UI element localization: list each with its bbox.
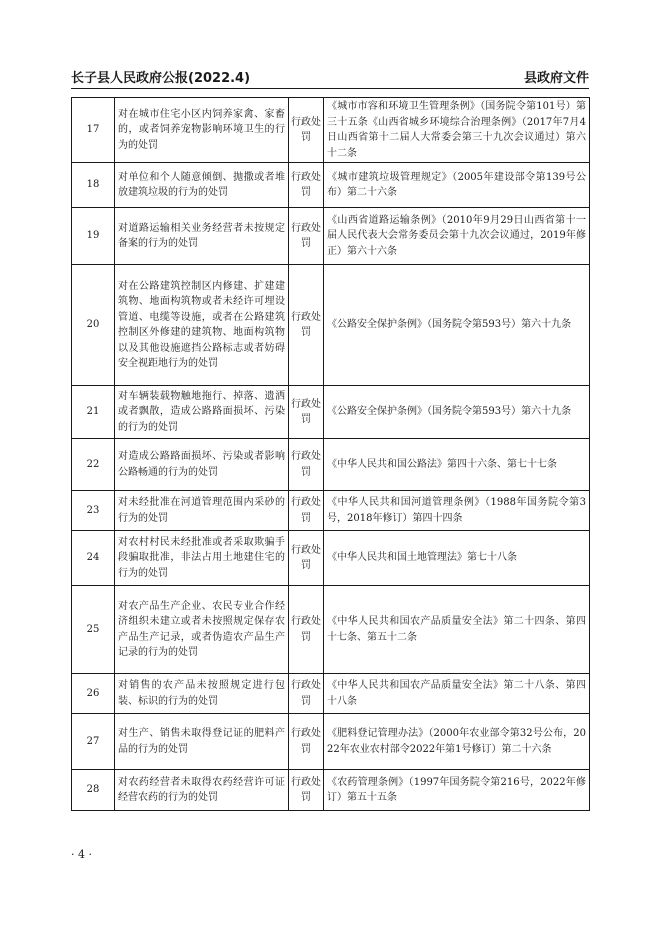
row-type: 行政处罚: [289, 491, 324, 531]
row-number: 28: [72, 770, 115, 811]
table-row: [72, 386, 590, 439]
row-item: 对造成公路路面损坏、污染或者影响公路畅通的行为的处罚: [115, 439, 289, 491]
row-number: 24: [72, 531, 115, 586]
row-type: 行政处罚: [289, 208, 324, 265]
row-item: 对在城市住宅小区内饲养家禽、家畜的，或者饲养宠物影响环境卫生的行为的处罚: [115, 98, 289, 163]
section-title: 县政府文件: [523, 71, 589, 86]
table-row: [72, 98, 590, 163]
row-item: 对生产、销售未取得登记证的肥料产品的行为的处罚: [115, 714, 289, 770]
row-number: 25: [72, 586, 115, 674]
row-item: 对农村村民未经批准或者采取欺骗手段骗取批准，非法占用土地建住宅的行为的处罚: [115, 531, 289, 586]
row-number: 18: [72, 163, 115, 208]
row-basis: 《中华人民共和国农产品质量安全法》第二十四条、第四十七条、第五十二条: [324, 586, 590, 674]
page-number: · 4 ·: [71, 848, 92, 861]
regulation-table: [71, 97, 590, 811]
row-basis: 《公路安全保护条例》（国务院令第593号）第六十九条: [324, 265, 590, 386]
header-rule: [71, 88, 589, 89]
row-basis: 《肥料登记管理办法》（2000年农业部令第32号公布，2022年农业农村部令2022年第1号修订）第二十六条: [324, 714, 590, 770]
table-row: [72, 674, 590, 714]
table-row: [72, 531, 590, 586]
row-basis: 《中华人民共和国河道管理条例》（1988年国务院令第3号，2018年修订）第四十四条: [324, 491, 590, 531]
row-type: 行政处罚: [289, 98, 324, 163]
row-item: 对农药经营者未取得农药经营许可证经营农药的行为的处罚: [115, 770, 289, 811]
row-type: 行政处罚: [289, 386, 324, 439]
row-number: 26: [72, 674, 115, 714]
row-type: 行政处罚: [289, 674, 324, 714]
row-number: 23: [72, 491, 115, 531]
row-number: 27: [72, 714, 115, 770]
row-number: 20: [72, 265, 115, 386]
row-number: 21: [72, 386, 115, 439]
row-type: 行政处罚: [289, 586, 324, 674]
row-type: 行政处罚: [289, 531, 324, 586]
row-basis: 《公路安全保护条例》（国务院令第593号）第六十九条: [324, 386, 590, 439]
table-row: [72, 586, 590, 674]
row-basis: 《中华人民共和国公路法》第四十六条、第七十七条: [324, 439, 590, 491]
row-basis: 《中华人民共和国土地管理法》第七十八条: [324, 531, 590, 586]
row-item: 对未经批准在河道管理范围内采砂的行为的处罚: [115, 491, 289, 531]
row-type: 行政处罚: [289, 714, 324, 770]
row-item: 对道路运输相关业务经营者未按规定备案的行为的处罚: [115, 208, 289, 265]
row-type: 行政处罚: [289, 439, 324, 491]
row-type: 行政处罚: [289, 163, 324, 208]
row-number: 17: [72, 98, 115, 163]
row-basis: 《城市建筑垃圾管理规定》（2005年建设部令第139号公布）第二十六条: [324, 163, 590, 208]
publication-title: 长子县人民政府公报(2022.4): [71, 71, 251, 86]
page-header: [71, 60, 589, 86]
table-row: [72, 208, 590, 265]
table-row: [72, 770, 590, 811]
row-number: 19: [72, 208, 115, 265]
row-item: 对车辆装载物触地拖行、掉落、遗洒或者飘散，造成公路路面损坏、污染的行为的处罚: [115, 386, 289, 439]
row-basis: 《农药管理条例》（1997年国务院令第216号，2022年修订）第五十五条: [324, 770, 590, 811]
row-item: 对农产品生产企业、农民专业合作经济组织未建立或者未按照规定保存农产品生产记录，或者伪造农产品生产记录的行为的处罚: [115, 586, 289, 674]
row-type: 行政处罚: [289, 265, 324, 386]
row-item: 对在公路建筑控制区内修建、扩建建筑物、地面构筑物或者未经许可埋设管道、电缆等设施，或者在公路建筑控制区外修建的建筑物、地面构筑物以及其他设施遮挡公路标志或者妨碍安全视距地行为的处罚: [115, 265, 289, 386]
row-basis: 《中华人民共和国农产品质量安全法》第二十八条、第四十八条: [324, 674, 590, 714]
row-number: 22: [72, 439, 115, 491]
table-row: [72, 439, 590, 491]
table-row: [72, 714, 590, 770]
row-type: 行政处罚: [289, 770, 324, 811]
row-item: 对销售的农产品未按照规定进行包装、标识的行为的处罚: [115, 674, 289, 714]
table-row: [72, 163, 590, 208]
table-row: [72, 265, 590, 386]
row-item: 对单位和个人随意倾倒、抛撒或者堆放建筑垃圾的行为的处罚: [115, 163, 289, 208]
row-basis: 《城市市容和环境卫生管理条例》（国务院令第101号）第三十五条《山西省城乡环境综合治理条例》（2017年7月4日山西省第十二届人大常委会第三十九次会议通过）第六十二条: [324, 98, 590, 163]
row-basis: 《山西省道路运输条例》（2010年9月29日山西省第十一届人民代表大会常务委员会第十九次会议通过，2019年修正）第六十六条: [324, 208, 590, 265]
table-row: [72, 491, 590, 531]
